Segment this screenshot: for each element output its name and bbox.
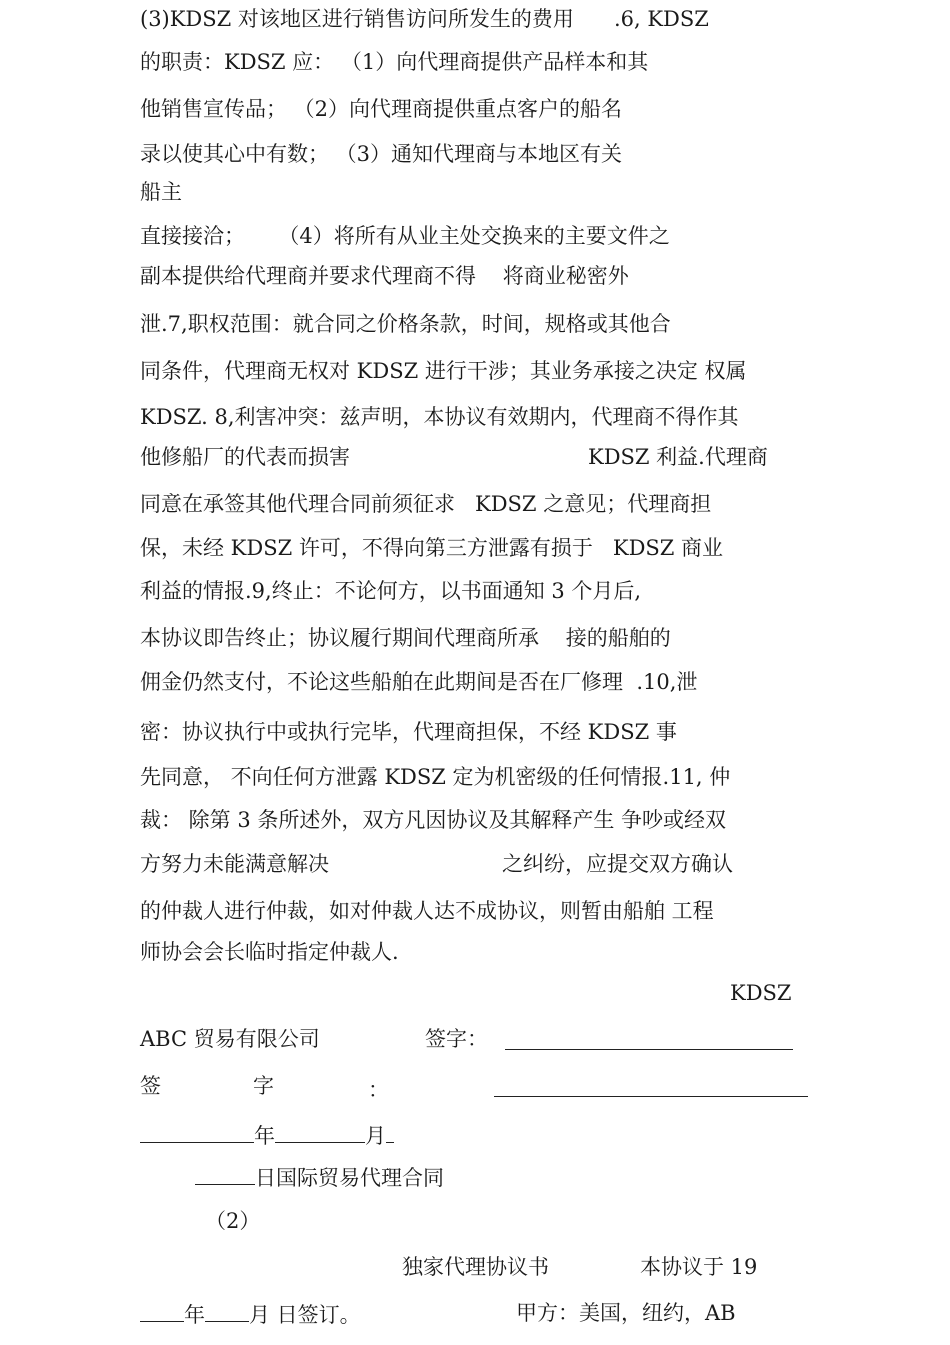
month-blank[interactable] — [275, 1120, 365, 1143]
text-line: 密：协议执行中或执行完毕，代理商担保，不经 KDSZ 事 — [140, 720, 677, 744]
year-blank[interactable] — [140, 1299, 184, 1322]
text-line: 的职责：KDSZ 应： （1）向代理商提供产品样本和其 — [140, 50, 649, 74]
text-line: (3)KDSZ 对该地区进行销售访问所发生的费用 .6, KDSZ — [140, 7, 709, 31]
text-line: 保，未经 KDSZ 许可，不得向第三方泄露有损于 KDSZ 商业 — [140, 536, 724, 560]
signature-line[interactable] — [494, 1096, 808, 1097]
year-label: 年 — [184, 1303, 205, 1327]
signature-line[interactable] — [505, 1049, 793, 1050]
section-intro: 本协议于 19 — [640, 1255, 758, 1279]
text-line: 本协议即告终止；协议履行期间代理商所承 接的船舶的 — [140, 626, 671, 650]
text-line: KDSZ 利益.代理商 — [588, 445, 768, 469]
text-line: 同意在承签其他代理合同前须征求 KDSZ 之意见；代理商担 — [140, 492, 712, 516]
text-line: 裁： 除第 3 条所述外，双方凡因协议及其解释产生 争吵或经双 — [140, 808, 727, 832]
text-line: 泄.7,职权范围：就合同之价格条款，时间，规格或其他合 — [140, 312, 671, 336]
text-line: 之纠纷，应提交双方确认 — [502, 852, 733, 876]
date-line — [140, 1120, 394, 1150]
year-label: 年 — [254, 1124, 275, 1148]
month-label: 月 — [365, 1124, 386, 1148]
sign-label-spaced: ： — [368, 1078, 389, 1102]
text-line: 方努力未能满意解决 — [140, 852, 329, 876]
party-a: 甲方：美国，纽约，AB — [516, 1301, 736, 1325]
company-name: ABC 贸易有限公司 — [140, 1027, 320, 1051]
year-blank[interactable] — [140, 1120, 254, 1143]
text-line: 副本提供给代理商并要求代理商不得 将商业秘密外 — [140, 264, 629, 288]
kdsz-signatory: KDSZ — [730, 981, 792, 1005]
signed-label: 日签订。 — [270, 1303, 361, 1327]
text-line: 他销售宣传品； （2）向代理商提供重点客户的船名 — [140, 97, 623, 121]
text-line: 录以使其心中有数； （3）通知代理商与本地区有关 — [140, 142, 623, 166]
text-line: KDSZ. 8,利害冲突：兹声明，本协议有效期内，代理商不得作其 — [140, 405, 739, 429]
text-line: 船主 — [140, 180, 182, 204]
sign-label: 签字： — [425, 1027, 488, 1051]
day-title-line — [195, 1162, 444, 1192]
signing-date-line — [140, 1299, 361, 1329]
text-line: 利益的情报.9,终止：不论何方，以书面通知 3 个月后, — [140, 579, 642, 603]
day-blank[interactable] — [195, 1162, 255, 1185]
text-line: 直接接洽； （4）将所有从业主处交换来的主要文件之 — [140, 224, 670, 248]
month-label: 月 — [249, 1303, 270, 1327]
text-line: 同条件，代理商无权对 KDSZ 进行干涉；其业务承接之决定 权属 — [140, 359, 747, 383]
trailing-blank[interactable] — [386, 1120, 394, 1143]
sign-label-spaced: 签 — [140, 1074, 161, 1098]
text-line: 佣金仍然支付，不论这些船舶在此期间是否在厂修理 .10,泄 — [140, 670, 698, 694]
month-blank[interactable] — [205, 1299, 249, 1322]
contract-title: 日国际贸易代理合同 — [255, 1166, 444, 1190]
sign-label-spaced: 字 — [253, 1074, 274, 1098]
text-line: 先同意， 不向任何方泄露 KDSZ 定为机密级的任何情报.11, 仲 — [140, 765, 731, 789]
text-line: 他修船厂的代表而损害 — [140, 445, 350, 469]
text-line: 的仲裁人进行仲裁，如对仲裁人达不成协议，则暂由船舶 工程 — [140, 899, 714, 923]
section-title: 独家代理协议书 — [402, 1255, 549, 1279]
section-number: （2） — [205, 1209, 261, 1233]
text-line: 师协会会长临时指定仲裁人. — [140, 940, 399, 964]
